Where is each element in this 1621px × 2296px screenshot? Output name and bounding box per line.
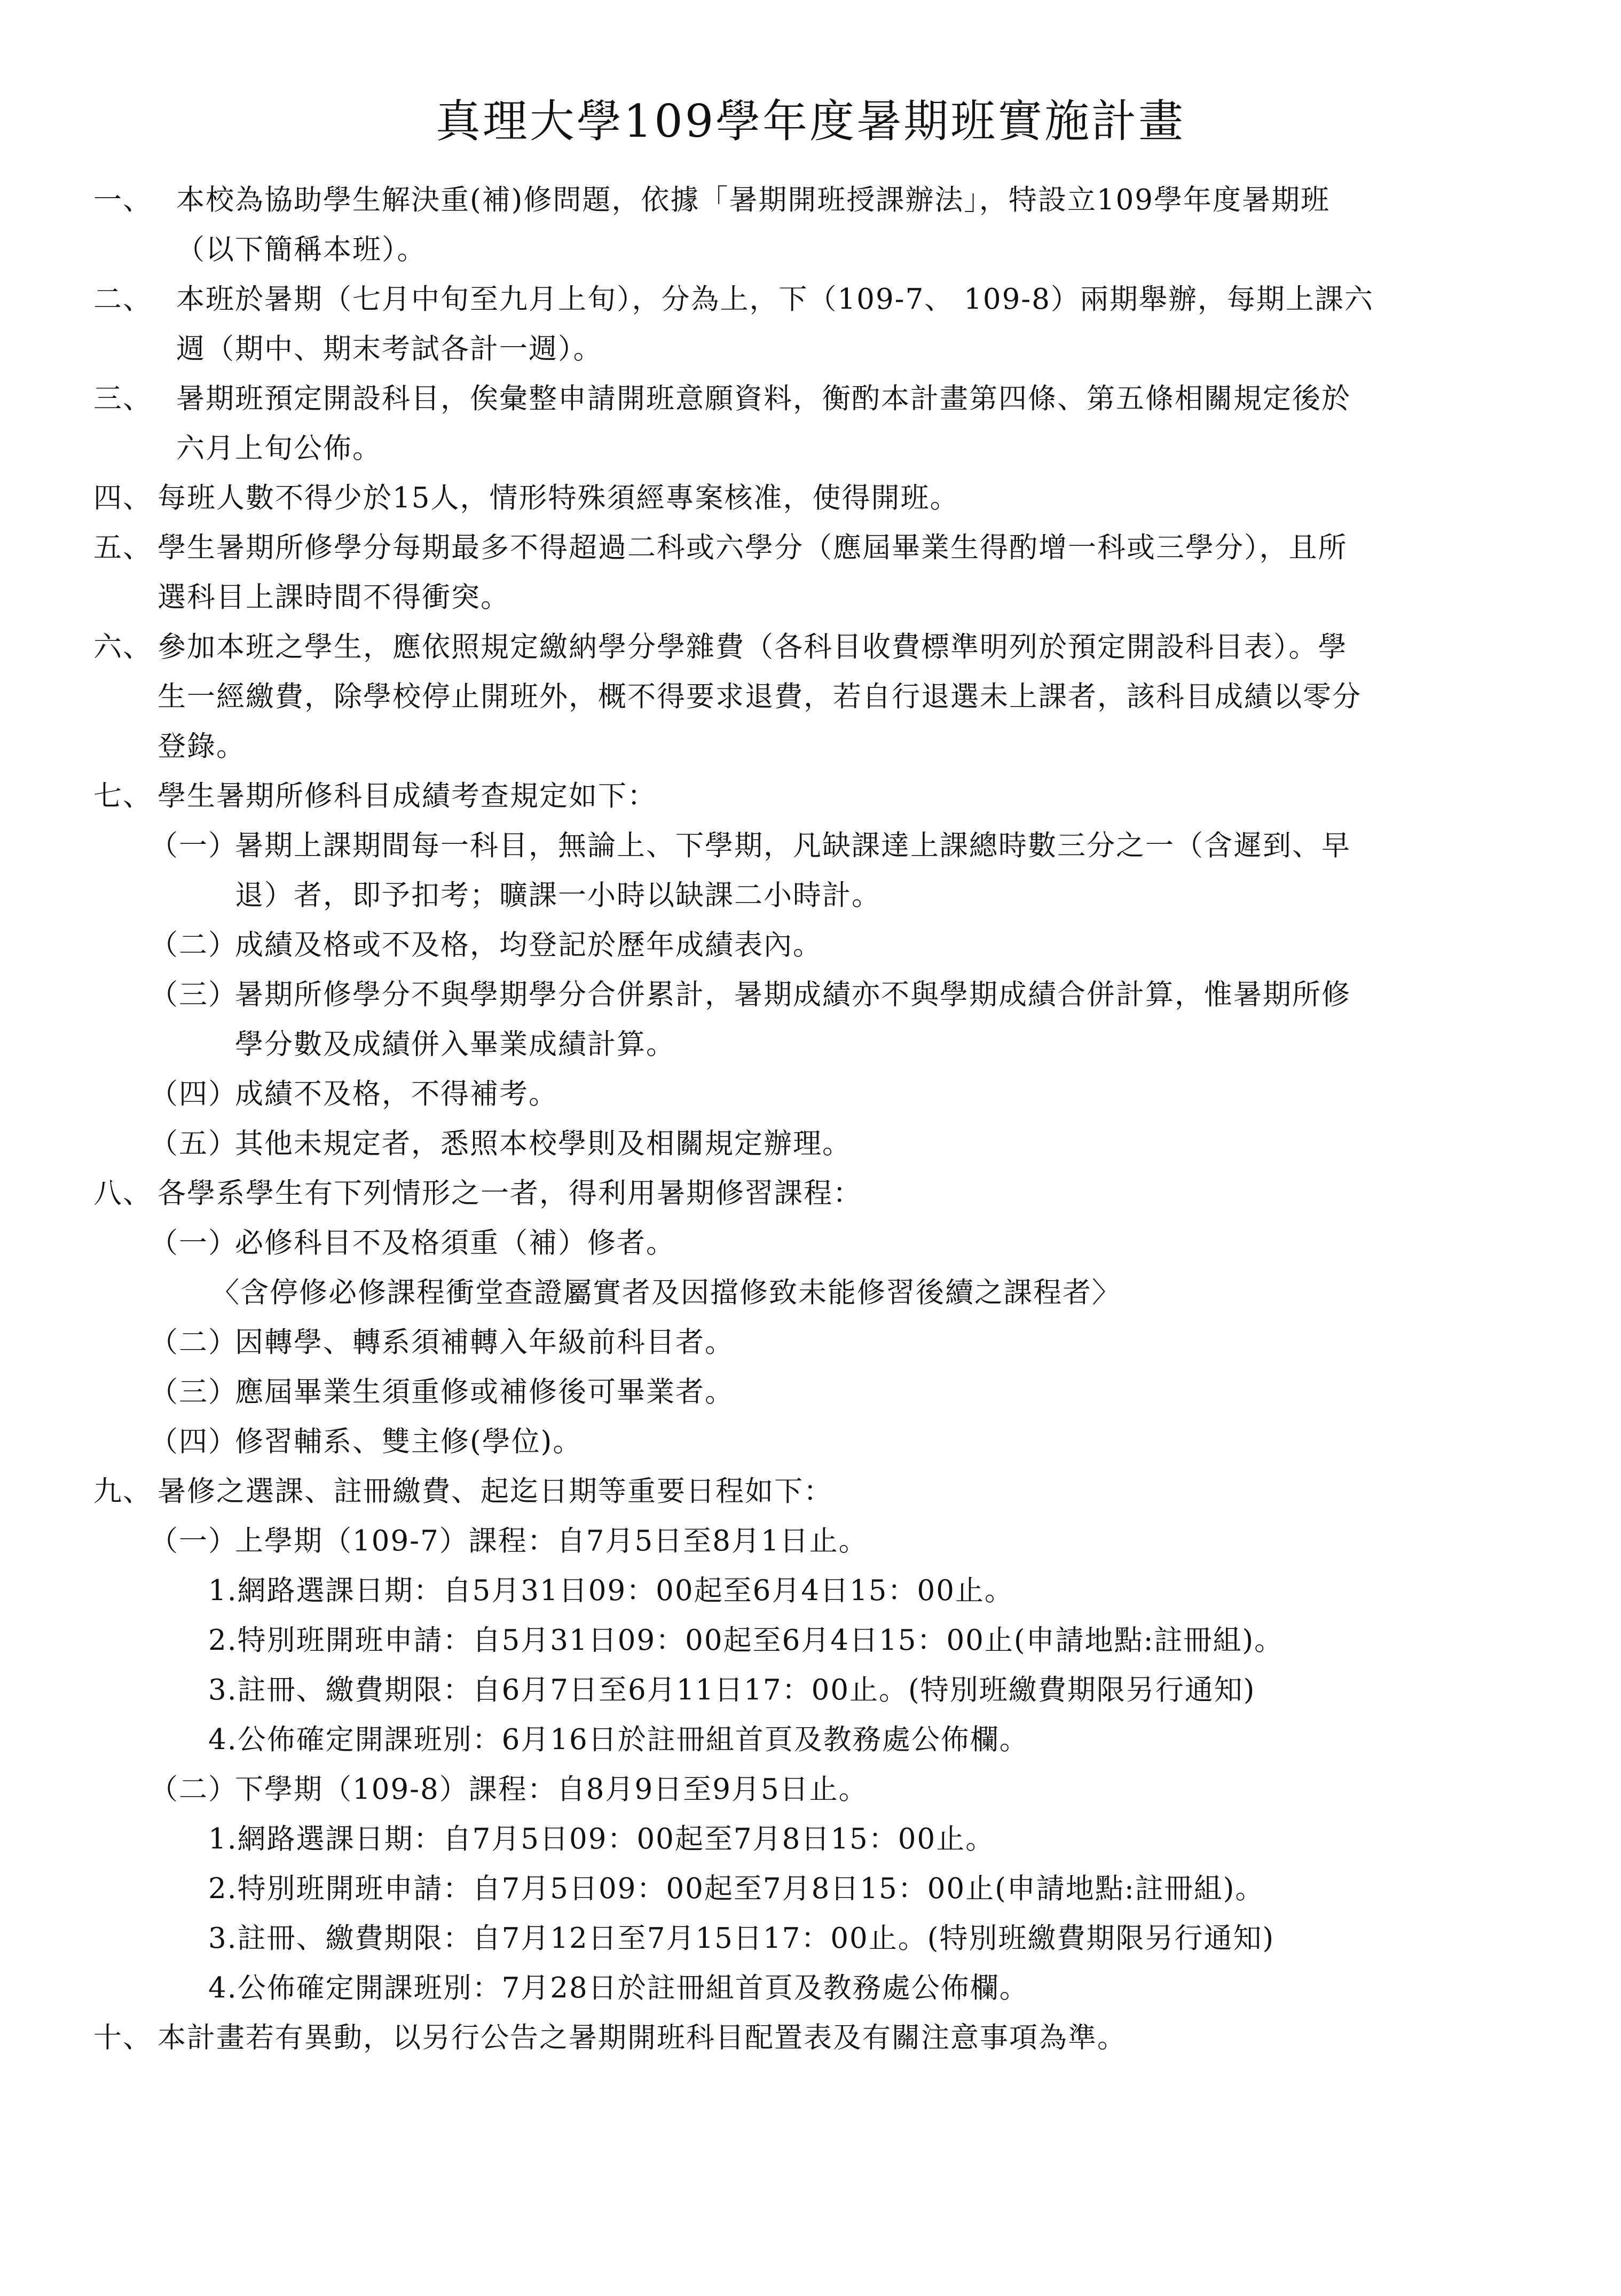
subsection-number: （二） [149, 1773, 238, 1806]
schedule-point: 3.註冊、繳費期限：自6月7日至6月11日17：00止。(特別班繳費期限另行通知) [208, 1674, 1256, 1706]
subsection-number: （一） [149, 829, 238, 862]
section-text: 本班於暑期（七月中旬至九月上旬），分為上，下（109-7、 109-8）兩期舉辦，每期上課六 [176, 283, 1374, 316]
subsection-text: 修習輔系、雙主修(學位)。 [235, 1425, 583, 1458]
section-text: 本計畫若有異動，以另行公告之暑期開班科目配置表及有關注意事項為準。 [158, 2021, 1127, 2054]
subsection-number: （二） [149, 929, 238, 961]
section-text-continued: 週（期中、期末考試各計一週）。 [176, 333, 603, 365]
section-number: 一、 [93, 184, 152, 216]
subsection-note: 〈含停修必修課程衝堂查證屬實者及因擋修致未能修習後續之課程者〉 [211, 1276, 1121, 1309]
section-text: 暑期班預定開設科目，俟彙整申請開班意願資料，衡酌本計畫第四條、第五條相關規定後於 [176, 382, 1351, 415]
subsection-text: 上學期（109-7）課程：自7月5日至8月1日止。 [235, 1525, 868, 1557]
subsection-number: （三） [149, 1376, 238, 1408]
subsection-number: （一） [149, 1227, 238, 1259]
subsection-text: 其他未規定者，悉照本校學則及相關規定辦理。 [235, 1127, 852, 1160]
subsection-text: 成績及格或不及格，均登記於歷年成績表內。 [235, 929, 822, 961]
section-text-continued: 生一經繳費，除學校停止開班外，概不得要求退費，若自行退選未上課者，該科目成績以零分 [158, 680, 1362, 713]
schedule-point: 2.特別班開班申請：自7月5日09：00起至7月8日15：00止(申請地點:註冊組)。 [208, 1872, 1265, 1905]
subsection-number: （一） [149, 1525, 238, 1557]
subsection-text: 應屆畢業生須重修或補修後可畢業者。 [235, 1376, 734, 1408]
section-text-continued: 選科目上課時間不得衝突。 [158, 581, 510, 614]
subsection-text: 暑期上課期間每一科目，無論上、下學期，凡缺課達上課總時數三分之一（含遲到、早 [235, 829, 1351, 862]
section-text: 學生暑期所修科目成績考查規定如下： [158, 780, 657, 812]
section-number: 八、 [93, 1177, 152, 1210]
subsection-number: （四） [149, 1078, 238, 1110]
section-number: 五、 [93, 531, 152, 564]
schedule-point: 4.公佈確定開課班別：7月28日於註冊組首頁及教務處公佈欄。 [208, 1972, 1029, 2004]
subsection-text: 成績不及格，不得補考。 [235, 1078, 558, 1110]
section-text-continued: 六月上旬公佈。 [176, 432, 382, 465]
subsection-text-continued: 退）者，即予扣考；曠課一小時以缺課二小時計。 [235, 879, 881, 912]
section-number: 六、 [93, 631, 152, 663]
section-text: 每班人數不得少於15人，情形特殊須經專案核准，使得開班。 [158, 482, 959, 514]
subsection-number: （二） [149, 1326, 238, 1359]
subsection-text-continued: 學分數及成績併入畢業成績計算。 [235, 1028, 675, 1061]
section-text-continued: 登錄。 [158, 730, 246, 763]
section-text-continued: （以下簡稱本班）。 [176, 233, 427, 266]
subsection-number: （四） [149, 1425, 238, 1458]
section-number: 十、 [93, 2021, 152, 2054]
schedule-point: 4.公佈確定開課班別：6月16日於註冊組首頁及教務處公佈欄。 [208, 1723, 1029, 1756]
subsection-text: 下學期（109-8）課程：自8月9日至9月5日止。 [235, 1773, 868, 1806]
section-text: 本校為協助學生解決重(補)修問題，依據「暑期開班授課辦法」，特設立109學年度暑期班 [176, 184, 1331, 216]
subsection-text: 必修科目不及格須重（補）修者。 [235, 1227, 675, 1259]
subsection-number: （三） [149, 978, 238, 1011]
section-text: 各學系學生有下列情形之一者，得利用暑期修習課程： [158, 1177, 862, 1210]
subsection-text: 暑期所修學分不與學期學分合併累計，暑期成績亦不與學期成績合併計算，惟暑期所修 [235, 978, 1351, 1011]
document-title: 真理大學109學年度暑期班實施計畫 [435, 95, 1186, 147]
section-number: 九、 [93, 1475, 152, 1508]
schedule-point: 2.特別班開班申請：自5月31日09：00起至6月4日15：00止(申請地點:註冊組)。 [208, 1624, 1284, 1657]
section-number: 七、 [93, 780, 152, 812]
section-number: 三、 [93, 382, 152, 415]
section-text: 暑修之選課、註冊繳費、起迄日期等重要日程如下： [158, 1475, 833, 1508]
subsection-number: （五） [149, 1127, 238, 1160]
schedule-point: 3.註冊、繳費期限：自7月12日至7月15日17：00止。(特別班繳費期限另行通知) [208, 1922, 1275, 1955]
section-text: 學生暑期所修學分每期最多不得超過二科或六學分（應屆畢業生得酌增一科或三學分），且所 [158, 531, 1348, 564]
section-number: 二、 [93, 283, 152, 316]
subsection-text: 因轉學、轉系須補轉入年級前科目者。 [235, 1326, 734, 1359]
section-text: 參加本班之學生，應依照規定繳納學分學雜費（各科目收費標準明列於預定開設科目表）。學 [158, 631, 1348, 663]
section-number: 四、 [93, 482, 152, 514]
schedule-point: 1.網路選課日期：自7月5日09：00起至7月8日15：00止。 [208, 1823, 995, 1855]
schedule-point: 1.網路選課日期：自5月31日09：00起至6月4日15：00止。 [208, 1574, 1014, 1607]
